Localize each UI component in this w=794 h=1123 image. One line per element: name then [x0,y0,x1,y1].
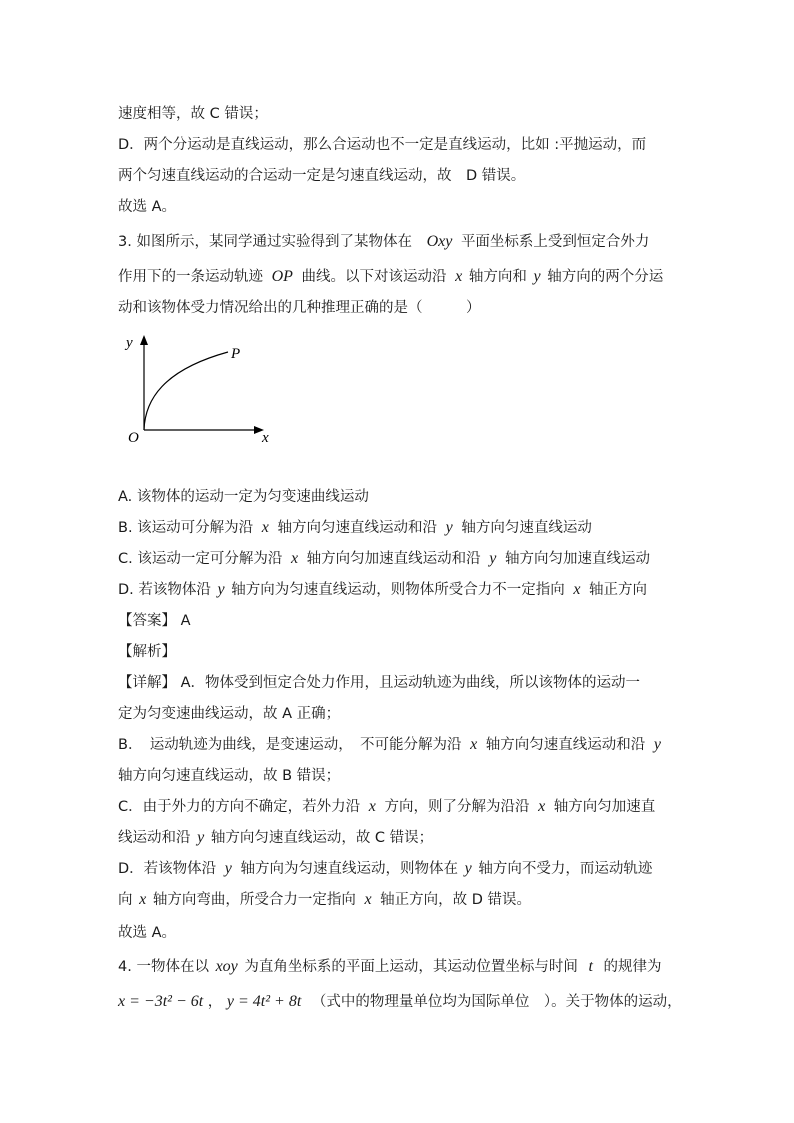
explanation-a-line-2: 定为匀变速曲线运动，故 A 正确； [118,706,341,722]
explanation-text: 轴方向匀速直线运动和沿 [485,737,646,753]
analysis-tag: 【解析】 [118,644,176,660]
math-var: x [139,891,147,908]
axis-label-y: y [126,335,133,351]
explanation-d-line [118,859,652,879]
detail-tag: 【详解】 [118,675,176,691]
option-c [118,549,650,569]
math-var: y [533,268,541,285]
text-line: D．两个分运动是直线运动，那么合运动也不一定是直线运动，比如 :平抛运动，而 [118,137,647,153]
explanation-c-line [118,797,655,817]
trajectory-curve [144,352,228,430]
math-var: y [464,860,472,877]
stem-text: 轴方向的两个分运 [547,269,664,285]
option-d [118,580,647,600]
explanation-text: B． 运动轨迹为曲线，是变速运动， 不可能分解为沿 [118,737,462,753]
math-var: y [197,829,205,846]
explanation-text: 方向，则了分解为沿沿 [384,799,530,815]
explanation-text: 轴方向匀速直线运动，故 C 错误； [210,830,434,846]
math-var: xoy [215,958,238,975]
text-line: 速度相等，故 C 错误； [118,106,268,122]
stem-text: 4. 一物体在以 [118,959,209,975]
math-var: y [445,519,453,536]
stem-text: 作用下的一条运动轨迹 [118,269,263,285]
explanation-c-line-2 [118,828,433,848]
option-text: 轴方向匀加速直线运动和沿 [306,551,481,567]
explanation-b-line [118,735,665,755]
option-b [118,518,592,538]
explanation-b-line-2: 轴方向匀速直线运动，故 B 错误； [118,768,341,784]
option-text: D. 若该物体沿 [118,582,211,598]
math-var: x [573,581,581,598]
math-var: x [455,268,463,285]
stem-text: 3. 如图所示，某同学通过实验得到了某物体在 [118,234,412,250]
math-var: y [224,860,232,877]
math-var: y [653,736,661,753]
origin-label: O [128,430,139,446]
stem-text: （式中的物理量单位均为国际单位 ）。关于物体的运动， [311,994,682,1010]
explanation-text: 线运动和沿 [118,830,191,846]
math-var: x [470,736,478,753]
explanation-a-line [118,673,640,693]
stem-text: 的规律为 [603,959,662,975]
answer-line [118,611,191,631]
explanation-text: 轴方向弯曲，所受合力一定指向 [152,892,356,908]
separator: ， [207,994,223,1010]
option-text: 轴方向匀速直线运动 [461,520,592,536]
math-var: x [261,519,269,536]
explanation-text: A．物体受到恒定合处力作用，且运动轨迹为曲线，所以该物体的运动一 [180,675,641,691]
explanation-d-line-2 [118,890,531,910]
math-var: y [217,581,225,598]
explanation-text: 向 [118,892,133,908]
explanation-text: 轴方向不受力，而运动轨迹 [478,861,653,877]
explanation-text: D．若该物体沿 [118,861,217,877]
math-var: x [538,798,546,815]
option-text: B. 该运动可分解为沿 [118,520,254,536]
explanation-text: C．由于外力的方向不确定，若外力沿 [118,799,361,815]
trajectory-figure [118,330,278,450]
answer-tag: 【答案】 [118,613,176,629]
choose-line: 故选 A。 [118,925,177,941]
text-line: 两个匀速直线运动的合运动一定是匀速直线运动，故 D 错误。 [118,168,526,184]
option-a: A. 该物体的运动一定为匀变速曲线运动 [118,489,369,505]
point-label-p: P [231,346,241,362]
question-3-stem-line: 动和该物体受力情况给出的几种推理正确的是（ ） [118,300,481,316]
option-text: C. 该运动一定可分解为沿 [118,551,283,567]
equation-x: x = −3t² − 6t [118,993,204,1010]
math-var: x [368,798,376,815]
question-3-stem-line [118,267,663,287]
math-var: x [290,550,299,567]
stem-text: 平面坐标系上受到恒定合外力 [460,234,650,250]
math-var: t [588,958,593,975]
math-var: y [489,550,497,567]
explanation-text: 轴方向为匀速直线运动，则物体在 [240,861,458,877]
math-var: Oxy [426,233,453,250]
axis-label-x: x [262,430,269,446]
question-3-stem-line [118,232,649,252]
stem-text: 轴方向和 [468,269,527,285]
math-var: x [364,891,372,908]
stem-text: 曲线。以下对该运动沿 [301,269,447,285]
math-var: OP [271,268,293,285]
explanation-text: 轴方向匀加速直 [553,799,656,815]
option-text: 轴方向为匀速直线运动，则物体所受合力不一定指向 [231,582,565,598]
question-4-stem-line [118,957,662,977]
option-text: 轴方向匀加速直线运动 [505,551,650,567]
equation-y: y = 4t² + 8t [226,993,302,1010]
y-axis-arrow [140,335,148,345]
answer-value: A [180,613,191,629]
option-text: 轴方向匀速直线运动和沿 [277,520,437,536]
explanation-text: 轴正方向，故 D 错误。 [380,892,532,908]
option-text: 轴正方向 [589,582,648,598]
text-line: 故选 A。 [118,199,177,215]
stem-text: 为直角坐标系的平面上运动，其运动位置坐标与时间 [244,959,578,975]
question-4-stem-line-2 [118,992,682,1012]
